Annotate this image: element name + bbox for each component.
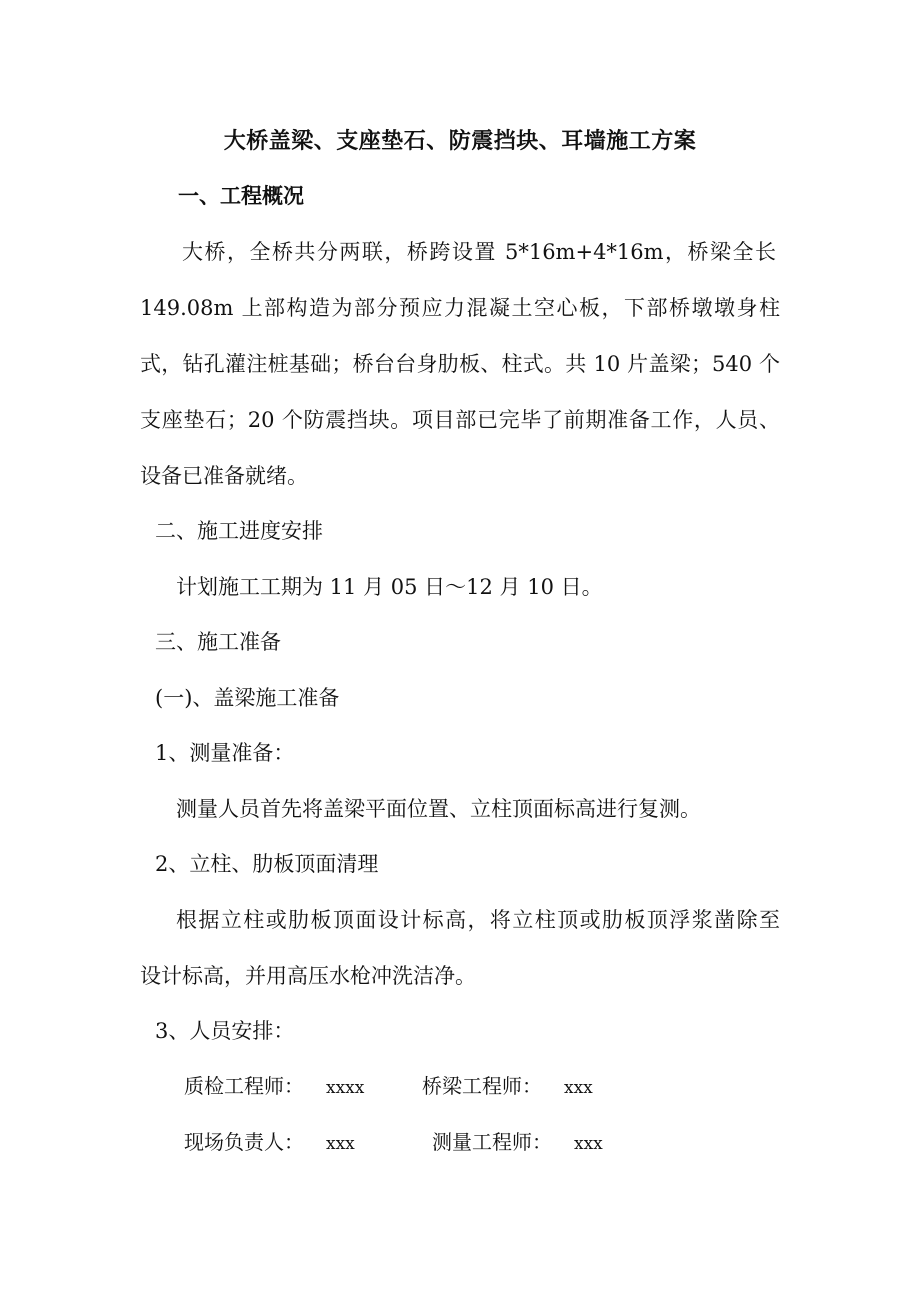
staff-role: 现场负责人： (184, 1130, 304, 1154)
section1-para-line-1: 大桥，全桥共分两联，桥跨设置 5*16m+4*16m，桥梁全长 (182, 240, 776, 264)
item3-heading: 3、人员安排： (155, 1019, 295, 1043)
section1-para-line-2: 149.08m 上部构造为部分预应力混凝土空心板，下部桥墩墩身柱 (140, 296, 780, 320)
staff-name: xxx (564, 1078, 593, 1098)
staff-role: 测量工程师： (432, 1130, 552, 1154)
staff-role: 质检工程师： (184, 1074, 304, 1098)
staff-entry (422, 1072, 593, 1102)
item2-line-1: 根据立柱或肋板顶面设计标高，将立柱顶或肋板顶浮浆凿除至 (176, 908, 780, 932)
staff-name: xxx (574, 1134, 603, 1154)
staff-name: xxx (326, 1134, 355, 1154)
section2-text: 计划施工工期为 11 月 05 日～12 月 10 日。 (176, 575, 603, 599)
item2-heading: 2、立柱、肋板顶面清理 (155, 852, 379, 876)
staff-entry (184, 1072, 364, 1102)
section2-heading: 二、施工进度安排 (155, 519, 323, 543)
item1-heading: 1、测量准备： (155, 741, 295, 765)
item2-line-2: 设计标高，并用高压水枪冲洗洁净。 (140, 964, 476, 988)
item1-text: 测量人员首先将盖梁平面位置、立柱顶面标高进行复测。 (176, 797, 701, 821)
section1-para-line-5: 设备已准备就绪。 (140, 464, 308, 488)
document-title: 大桥盖梁、支座垫石、防震挡块、耳墙施工方案 (223, 128, 697, 154)
section1-heading: 一、工程概况 (178, 183, 304, 208)
section1-para-line-3: 式，钻孔灌注桩基础；桥台台身肋板、柱式。共 10 片盖梁；540 个 (140, 352, 780, 376)
staff-role: 桥梁工程师： (422, 1074, 542, 1098)
staff-entry (432, 1128, 603, 1158)
staff-entry (184, 1128, 355, 1158)
section1-para-line-4: 支座垫石；20 个防震挡块。项目部已完毕了前期准备工作，人员、 (140, 408, 780, 432)
staff-name: xxxx (326, 1078, 365, 1098)
section3-sub-heading: (一)、盖梁施工准备 (155, 686, 340, 710)
section3-heading: 三、施工准备 (155, 630, 281, 654)
